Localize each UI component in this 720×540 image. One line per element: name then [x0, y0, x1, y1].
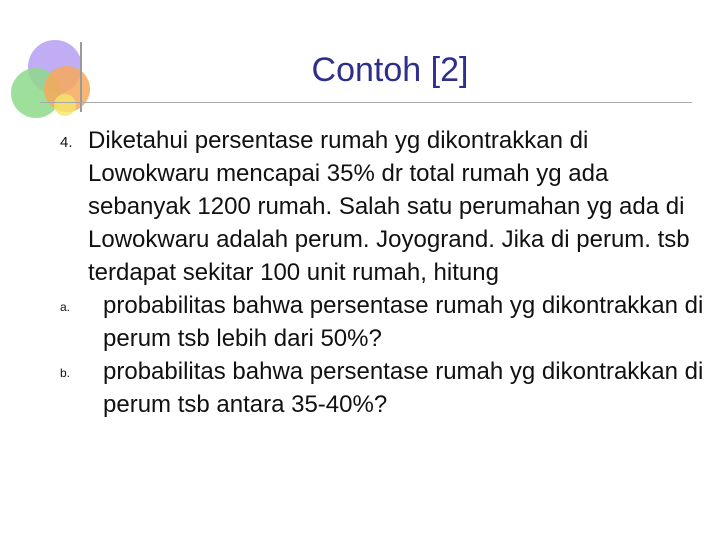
item-number: 4.	[60, 134, 73, 151]
subitem-a	[60, 289, 710, 355]
yellow-circle	[54, 94, 76, 116]
slide-title: Contoh [2]	[311, 51, 469, 89]
decorative-circles-logo	[8, 38, 104, 118]
subitem-text: probabilitas bahwa persentase rumah yg dikontrakkan di perum tsb lebih dari 50%?	[103, 292, 704, 352]
subitem-b	[60, 355, 710, 421]
subitem-marker: a.	[60, 300, 71, 314]
subitem-text: probabilitas bahwa persentase rumah yg dikontrakkan di perum tsb antara 35-40%?	[103, 358, 704, 418]
subitem-marker: b.	[60, 366, 71, 380]
problem-item	[60, 124, 710, 289]
item-text: Diketahui persentase rumah yg dikontrakkan di Lowokwaru mencapai 35% dr total rumah yg ada sebanyak 1200 rumah. Salah satu perumahan yg ada di Lowokwaru adalah perum. Joyogrand. Jika di perum. tsb terdapat sekitar 100 unit rumah, hitung	[88, 127, 690, 286]
title-underline	[40, 102, 692, 103]
slide-body	[60, 124, 710, 421]
